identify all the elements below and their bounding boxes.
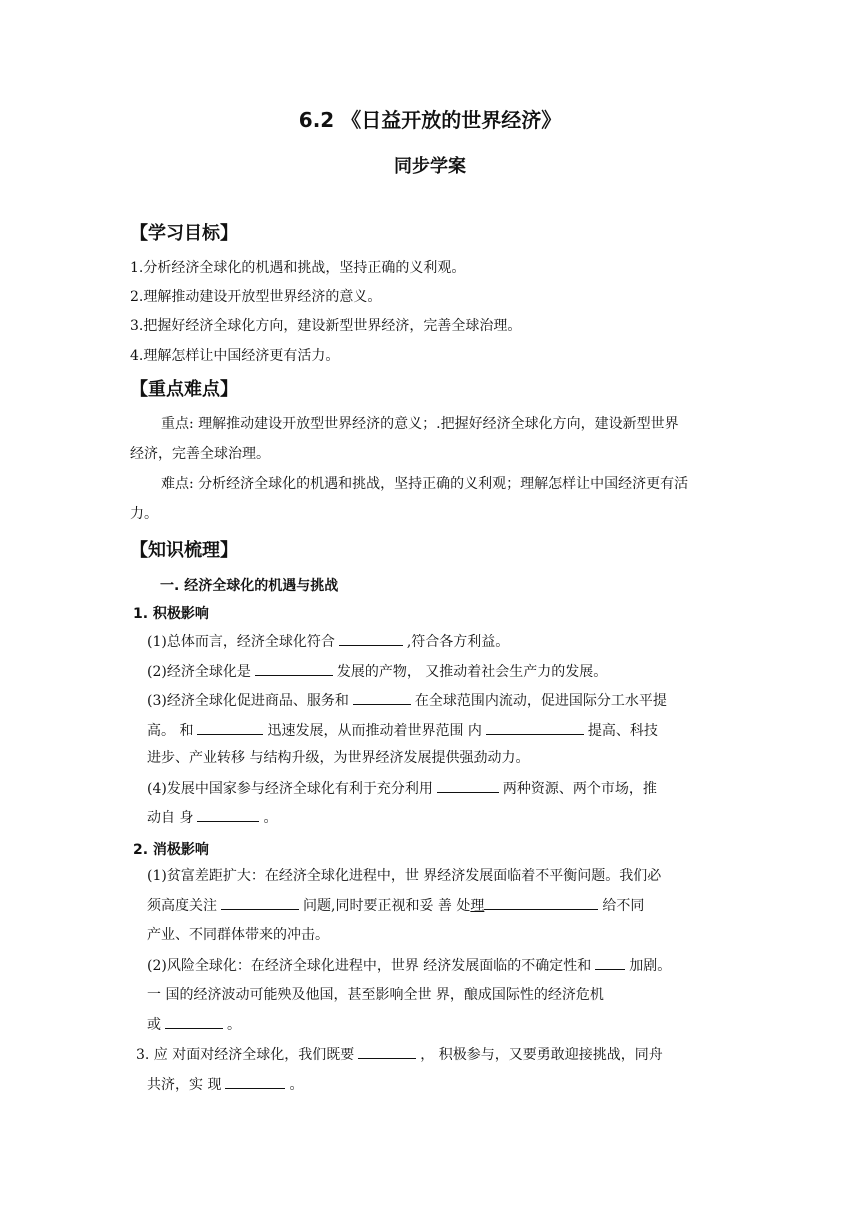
- document-title: 6.2 《日益开放的世界经济》: [298, 108, 562, 132]
- fill-blank[interactable]: [221, 895, 299, 910]
- positive-item-1: (1)总体而言，经济全球化符合 ,符合各方利益。: [147, 631, 509, 652]
- objective-item: 2.理解推动建设开放型世界经济的意义。: [130, 289, 382, 305]
- negative-item-1-end: 产业、不同群体带来的冲击。: [147, 927, 329, 943]
- objectives-heading: 【学习目标】: [130, 223, 238, 244]
- response-item-cont: 共济，实 现 。: [147, 1074, 303, 1095]
- objective-item: 1.分析经济全球化的机遇和挑战，坚持正确的义利观。: [130, 260, 466, 276]
- fill-blank[interactable]: [339, 631, 403, 646]
- negative-title: 2. 消极影响: [133, 842, 209, 858]
- positive-title: 1. 积极影响: [133, 606, 209, 622]
- fill-blank[interactable]: [197, 720, 263, 735]
- positive-item-3-cont: 高。 和 迅速发展，从而推动着世界范围 内 提高、科技: [147, 720, 658, 741]
- positive-item-4-cont: 动自 身 。: [147, 807, 277, 828]
- fill-blank[interactable]: [484, 895, 598, 910]
- positive-item-2: (2)经济全球化是 发展的产物， 又推动着社会生产力的发展。: [147, 661, 607, 682]
- fill-blank[interactable]: [595, 955, 625, 970]
- keypoints-heading: 【重点难点】: [130, 379, 238, 400]
- fill-blank[interactable]: [486, 720, 584, 735]
- negative-item-2-end: 或 。: [147, 1014, 241, 1035]
- difficulty-line: 难点: 分析经济全球化的机遇和挑战，坚持正确的义利观；理解怎样让中国经济更有活: [161, 476, 689, 492]
- positive-item-3-end: 进步、产业转移 与结构升级，为世界经济发展提供强劲动力。: [147, 750, 530, 766]
- keypoint-line: 重点: 理解推动建设开放型世界经济的意义；.把握好经济全球化方向，建设新型世界: [161, 416, 679, 432]
- fill-blank[interactable]: [197, 807, 259, 822]
- objective-item: 4.理解怎样让中国经济更有活力。: [130, 348, 340, 364]
- fill-blank[interactable]: [255, 661, 333, 676]
- difficulty-line: 力。: [130, 506, 158, 522]
- fill-blank[interactable]: [358, 1044, 416, 1059]
- document-subtitle: 同步学案: [394, 156, 466, 177]
- positive-item-3: (3)经济全球化促进商品、服务和 在全球范围内流动，促进国际分工水平提: [147, 690, 667, 711]
- knowledge-heading: 【知识梳理】: [130, 540, 238, 561]
- positive-item-4: (4)发展中国家参与经济全球化有利于充分利用 两种资源、两个市场，推: [147, 778, 657, 799]
- negative-item-2-cont: 一 国的经济波动可能殃及他国，甚至影响全世 界，酿成国际性的经济危机: [147, 987, 604, 1003]
- keypoint-line: 经济，完善全球治理。: [130, 446, 270, 462]
- fill-blank[interactable]: [225, 1074, 285, 1089]
- negative-item-1: (1)贫富差距扩大：在经济全球化进程中，世 界经济发展面临着不平衡问题。我们必: [147, 868, 662, 884]
- negative-item-2: (2)风险全球化：在经济全球化进程中，世界 经济发展面临的不确定性和 加剧。: [147, 955, 671, 976]
- fill-blank[interactable]: [353, 690, 411, 705]
- response-item: 3. 应 对面对经济全球化，我们既要 ， 积极参与，又要勇敢迎接挑战，同舟: [136, 1044, 663, 1065]
- part1-title: 一. 经济全球化的机遇与挑战: [160, 578, 339, 594]
- fill-blank[interactable]: [165, 1014, 223, 1029]
- objective-item: 3.把握好经济全球化方向，建设新型世界经济，完善全球治理。: [130, 318, 522, 334]
- negative-item-1-cont: 须高度关注 问题,同时要正视和妥 善 处理 给不同: [147, 895, 644, 916]
- fill-blank[interactable]: [437, 778, 499, 793]
